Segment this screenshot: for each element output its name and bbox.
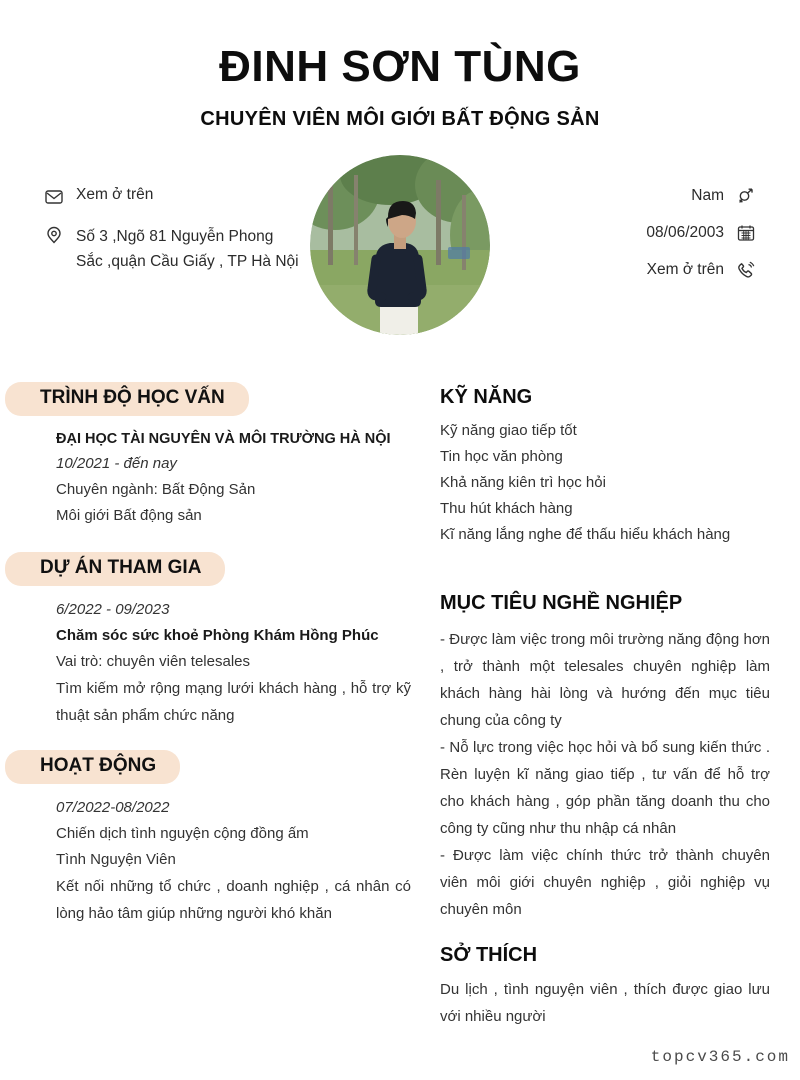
site-watermark: topcv365.com [650, 1048, 790, 1066]
contact-address-line1: Số 3 ,Ngõ 81 Nguyễn Phong [76, 228, 274, 245]
project-name: Chăm sóc sức khoẻ Phòng Khám Hồng Phúc [56, 627, 379, 644]
education-detail: Môi giới Bất động sản [56, 507, 202, 524]
objective-paragraph: - Được làm việc trong môi trường năng động hơn , trở thành một telesales chuyên nghiệp làm khách hàng hài lòng và hướng đến mục tiêu chung của công ty [440, 631, 770, 729]
activity-period: 07/2022-08/2022 [56, 799, 170, 816]
section-heading-education: TRÌNH ĐỘ HỌC VẤN [5, 382, 249, 416]
contact-email-row [44, 186, 304, 207]
project-description: Tìm kiếm mở rộng mạng lưới khách hàng , hỗ trợ kỹ thuật sản phẩm chức năng [56, 680, 411, 724]
right-column [440, 382, 770, 1030]
activity-name: Chiến dịch tình nguyện cộng đồng ấm [56, 825, 309, 842]
education-school: ĐẠI HỌC TÀI NGUYÊN VÀ MÔI TRƯỜNG HÀ NỘI [56, 431, 391, 447]
section-heading-activities: HOẠT ĐỘNG [5, 750, 180, 784]
location-pin-icon [44, 225, 64, 245]
candidate-job-title: CHUYÊN VIÊN MÔI GIỚI BẤT ĐỘNG SẢN [200, 108, 600, 130]
section-heading-skills: KỸ NĂNG [440, 386, 533, 408]
contact-address-line2: Sắc ,quận Cầu Giấy , TP Hà Nội [76, 253, 299, 270]
contact-phone-text: Xem ở trên [646, 261, 724, 278]
objective-section [440, 626, 770, 923]
contact-address-row [44, 224, 304, 274]
objective-paragraph: - Được làm việc chính thức trở thành chuyên viên môi giới chuyên nghiệp , giỏi nghiệp vụ chuyên môn [440, 847, 770, 918]
contact-info-left [44, 186, 304, 291]
education-section [56, 427, 411, 529]
skill-item: Khả năng kiên trì học hỏi [440, 474, 606, 491]
envelope-icon [44, 187, 64, 207]
activity-description: Kết nối những tổ chức , doanh nghiệp , cá nhân có lòng hảo tâm giúp những người khó khăn [56, 878, 411, 922]
contact-birthday-row [526, 223, 756, 243]
skill-item: Tin học văn phòng [440, 448, 563, 465]
section-heading-projects: DỰ ÁN THAM GIA [5, 552, 225, 586]
hobbies-text: Du lịch , tình nguyện viên , thích được giao lưu với nhiều người [440, 981, 770, 1025]
contact-phone-row [526, 260, 756, 280]
skills-list [440, 418, 770, 548]
objective-paragraph: - Nỗ lực trong việc học hỏi và bổ sung kiến thức . Rèn luyện kĩ năng giao tiếp , tư vấn để hỗ trợ cho khách hàng , góp phần tăng doanh thu cho công ty cũng như thu nhập cá nhân [440, 739, 770, 837]
contact-address-text [76, 224, 299, 274]
skill-item: Thu hút khách hàng [440, 500, 573, 517]
activities-section [56, 795, 411, 927]
contact-gender-row [526, 186, 756, 206]
candidate-name: ĐINH SƠN TÙNG [219, 42, 581, 91]
gender-icon [736, 186, 756, 206]
contact-email-text: Xem ở trên [76, 186, 154, 203]
left-column [5, 382, 415, 927]
skill-item: Kĩ năng lắng nghe để thấu hiểu khách hàng [440, 526, 731, 543]
calendar-icon [736, 223, 756, 243]
phone-icon [736, 260, 756, 280]
avatar [310, 155, 490, 335]
projects-section [56, 597, 411, 729]
contact-info-right [526, 186, 756, 297]
project-role: Vai trò: chuyên viên telesales [56, 653, 250, 670]
section-heading-objective: MỤC TIÊU NGHỀ NGHIỆP [440, 592, 683, 614]
project-period: 6/2022 - 09/2023 [56, 601, 170, 618]
cv-header [0, 42, 800, 131]
contact-gender-text: Nam [691, 187, 724, 204]
education-major: Chuyên ngành: Bất Động Sản [56, 481, 256, 498]
section-heading-hobbies: SỞ THÍCH [440, 944, 538, 966]
activity-role: Tình Nguyện Viên [56, 851, 176, 868]
profile-photo-illustration [310, 155, 490, 335]
education-period: 10/2021 - đến nay [56, 455, 177, 472]
skill-item: Kỹ năng giao tiếp tốt [440, 422, 577, 439]
contact-birthday-text: 08/06/2003 [646, 224, 724, 241]
